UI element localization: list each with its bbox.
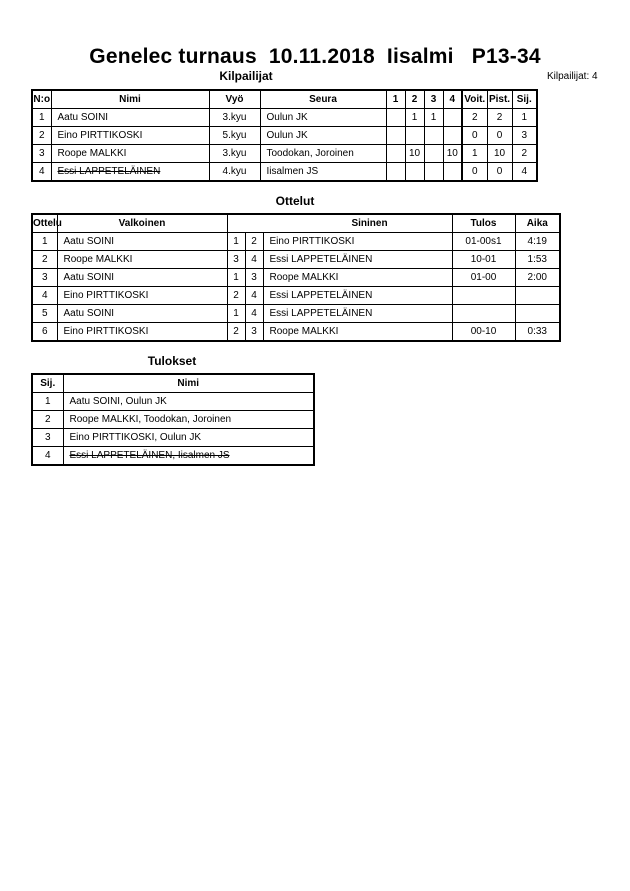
competitor-round-3-score: 1 <box>424 109 443 127</box>
competitor-club: Toodokan, Joroinen <box>260 145 386 163</box>
result-place: 1 <box>32 393 63 411</box>
result-name-text: Aatu SOINI, Oulun JK <box>69 396 167 407</box>
competitor-name <box>51 163 209 182</box>
competitors-count: Kilpailijat: 4 <box>547 71 598 82</box>
competitor-round-2-score <box>405 163 424 182</box>
match-blue-number: 4 <box>245 287 263 305</box>
match-blue-number: 4 <box>245 305 263 323</box>
col-header-time: Aika <box>515 214 560 233</box>
result-row <box>32 429 314 447</box>
result-place: 4 <box>32 447 63 466</box>
match-number: 6 <box>32 323 57 342</box>
result-place: 2 <box>32 411 63 429</box>
match-time: 1:53 <box>515 251 560 269</box>
competitor-name <box>51 109 209 127</box>
match-blue-player: Essi LAPPETELÄINEN <box>263 251 452 269</box>
competitor-points: 2 <box>487 109 512 127</box>
competitor-round-1-score <box>386 163 405 182</box>
match-time: 4:19 <box>515 233 560 251</box>
matches-section-title: Ottelut <box>275 194 315 208</box>
match-blue-player: Essi LAPPETELÄINEN <box>263 305 452 323</box>
match-result: 01-00s1 <box>452 233 515 251</box>
result-name <box>63 411 314 429</box>
match-white-player: Aatu SOINI <box>57 233 227 251</box>
match-time <box>515 305 560 323</box>
page-title: Genelec turnaus 10.11.2018 Iisalmi P13-34 <box>89 45 541 68</box>
col-header-blue: Sininen <box>227 214 452 233</box>
col-header-result: Tulos <box>452 214 515 233</box>
col-header-round-2: 2 <box>405 90 424 109</box>
competitor-club: Iisalmen JS <box>260 163 386 182</box>
competitor-name <box>51 127 209 145</box>
competitor-wins: 2 <box>462 109 487 127</box>
match-row <box>32 269 560 287</box>
match-number: 4 <box>32 287 57 305</box>
competitor-round-3-score <box>424 127 443 145</box>
competitor-points: 0 <box>487 163 512 182</box>
competitor-name-text: Eino PIRTTIKOSKI <box>57 130 143 141</box>
competitor-number: 2 <box>32 127 51 145</box>
match-blue-number: 2 <box>245 233 263 251</box>
competitor-round-4-score <box>443 109 462 127</box>
match-white-player: Roope MALKKI <box>57 251 227 269</box>
col-header-points: Pist. <box>487 90 512 109</box>
result-name <box>63 447 314 466</box>
match-white-number: 1 <box>227 305 245 323</box>
result-row <box>32 447 314 466</box>
match-white-number: 1 <box>227 269 245 287</box>
competitor-round-3-score <box>424 163 443 182</box>
col-header-result-place: Sij. <box>32 374 63 393</box>
competitor-place: 2 <box>512 145 537 163</box>
match-number: 2 <box>32 251 57 269</box>
matches-table <box>31 213 561 342</box>
competitor-round-4-score: 10 <box>443 145 462 163</box>
competitor-number: 3 <box>32 145 51 163</box>
col-header-club: Seura <box>260 90 386 109</box>
col-header-no: N:o <box>32 90 51 109</box>
match-time: 2:00 <box>515 269 560 287</box>
col-header-round-1: 1 <box>386 90 405 109</box>
result-row <box>32 411 314 429</box>
competitor-belt: 4.kyu <box>209 163 260 182</box>
match-white-player: Aatu SOINI <box>57 305 227 323</box>
competitor-row <box>32 145 537 163</box>
col-header-match: Ottelu <box>32 214 57 233</box>
match-row <box>32 287 560 305</box>
match-blue-player: Essi LAPPETELÄINEN <box>263 287 452 305</box>
competitor-round-4-score <box>443 163 462 182</box>
match-number: 5 <box>32 305 57 323</box>
match-row <box>32 233 560 251</box>
competitors-table <box>31 89 538 182</box>
match-white-number: 2 <box>227 287 245 305</box>
col-header-round-4: 4 <box>443 90 462 109</box>
competitor-place: 3 <box>512 127 537 145</box>
competitor-number: 4 <box>32 163 51 182</box>
result-name-text: Roope MALKKI, Toodokan, Joroinen <box>69 414 232 425</box>
match-result: 01-00 <box>452 269 515 287</box>
match-time <box>515 287 560 305</box>
match-white-number: 3 <box>227 251 245 269</box>
match-blue-player: Roope MALKKI <box>263 269 452 287</box>
result-name-text: Essi LAPPETELÄINEN, Iisalmen JS <box>69 450 230 461</box>
match-white-player: Aatu SOINI <box>57 269 227 287</box>
competitor-round-1-score <box>386 145 405 163</box>
match-row <box>32 323 560 342</box>
match-result <box>452 287 515 305</box>
match-blue-number: 4 <box>245 251 263 269</box>
competitor-round-1-score <box>386 127 405 145</box>
match-time: 0:33 <box>515 323 560 342</box>
competitor-round-3-score <box>424 145 443 163</box>
competitor-points: 10 <box>487 145 512 163</box>
competitor-name <box>51 145 209 163</box>
competitor-points: 0 <box>487 127 512 145</box>
competitor-name-text: Aatu SOINI <box>57 112 109 123</box>
competitor-club: Oulun JK <box>260 127 386 145</box>
col-header-round-3: 3 <box>424 90 443 109</box>
competitor-belt: 5.kyu <box>209 127 260 145</box>
competitor-wins: 0 <box>462 127 487 145</box>
competitor-belt: 3.kyu <box>209 145 260 163</box>
competitor-name-text: Essi LAPPETELÄINEN <box>57 166 161 177</box>
match-white-number: 1 <box>227 233 245 251</box>
competitor-place: 1 <box>512 109 537 127</box>
match-blue-player: Eino PIRTTIKOSKI <box>263 233 452 251</box>
match-blue-number: 3 <box>245 323 263 342</box>
match-white-player: Eino PIRTTIKOSKI <box>57 287 227 305</box>
competitor-name-text: Roope MALKKI <box>57 148 127 159</box>
col-header-name: Nimi <box>51 90 209 109</box>
match-white-player: Eino PIRTTIKOSKI <box>57 323 227 342</box>
competitor-number: 1 <box>32 109 51 127</box>
match-result <box>452 305 515 323</box>
competitor-row <box>32 163 537 182</box>
match-white-number: 2 <box>227 323 245 342</box>
match-row <box>32 305 560 323</box>
competitor-round-1-score <box>386 109 405 127</box>
match-blue-number: 3 <box>245 269 263 287</box>
match-blue-player: Roope MALKKI <box>263 323 452 342</box>
results-section-title: Tulokset <box>147 354 197 368</box>
col-header-white: Valkoinen <box>57 214 227 233</box>
competitor-row <box>32 127 537 145</box>
competitor-club: Oulun JK <box>260 109 386 127</box>
result-name <box>63 393 314 411</box>
competitor-round-4-score <box>443 127 462 145</box>
col-header-belt: Vyö <box>209 90 260 109</box>
match-result: 10-01 <box>452 251 515 269</box>
competitor-round-2-score: 1 <box>405 109 424 127</box>
result-name <box>63 429 314 447</box>
col-header-place: Sij. <box>512 90 537 109</box>
competitor-wins: 0 <box>462 163 487 182</box>
competitor-round-2-score <box>405 127 424 145</box>
result-place: 3 <box>32 429 63 447</box>
result-row <box>32 393 314 411</box>
results-table <box>31 373 315 466</box>
match-row <box>32 251 560 269</box>
competitor-round-2-score: 10 <box>405 145 424 163</box>
col-header-wins: Voit. <box>462 90 487 109</box>
match-number: 3 <box>32 269 57 287</box>
match-result: 00-10 <box>452 323 515 342</box>
competitor-belt: 3.kyu <box>209 109 260 127</box>
competitor-row <box>32 109 537 127</box>
result-name-text: Eino PIRTTIKOSKI, Oulun JK <box>69 432 202 443</box>
match-number: 1 <box>32 233 57 251</box>
competitor-wins: 1 <box>462 145 487 163</box>
competitor-place: 4 <box>512 163 537 182</box>
competitors-section-title: Kilpailijat <box>219 69 273 83</box>
col-header-result-name: Nimi <box>63 374 314 393</box>
